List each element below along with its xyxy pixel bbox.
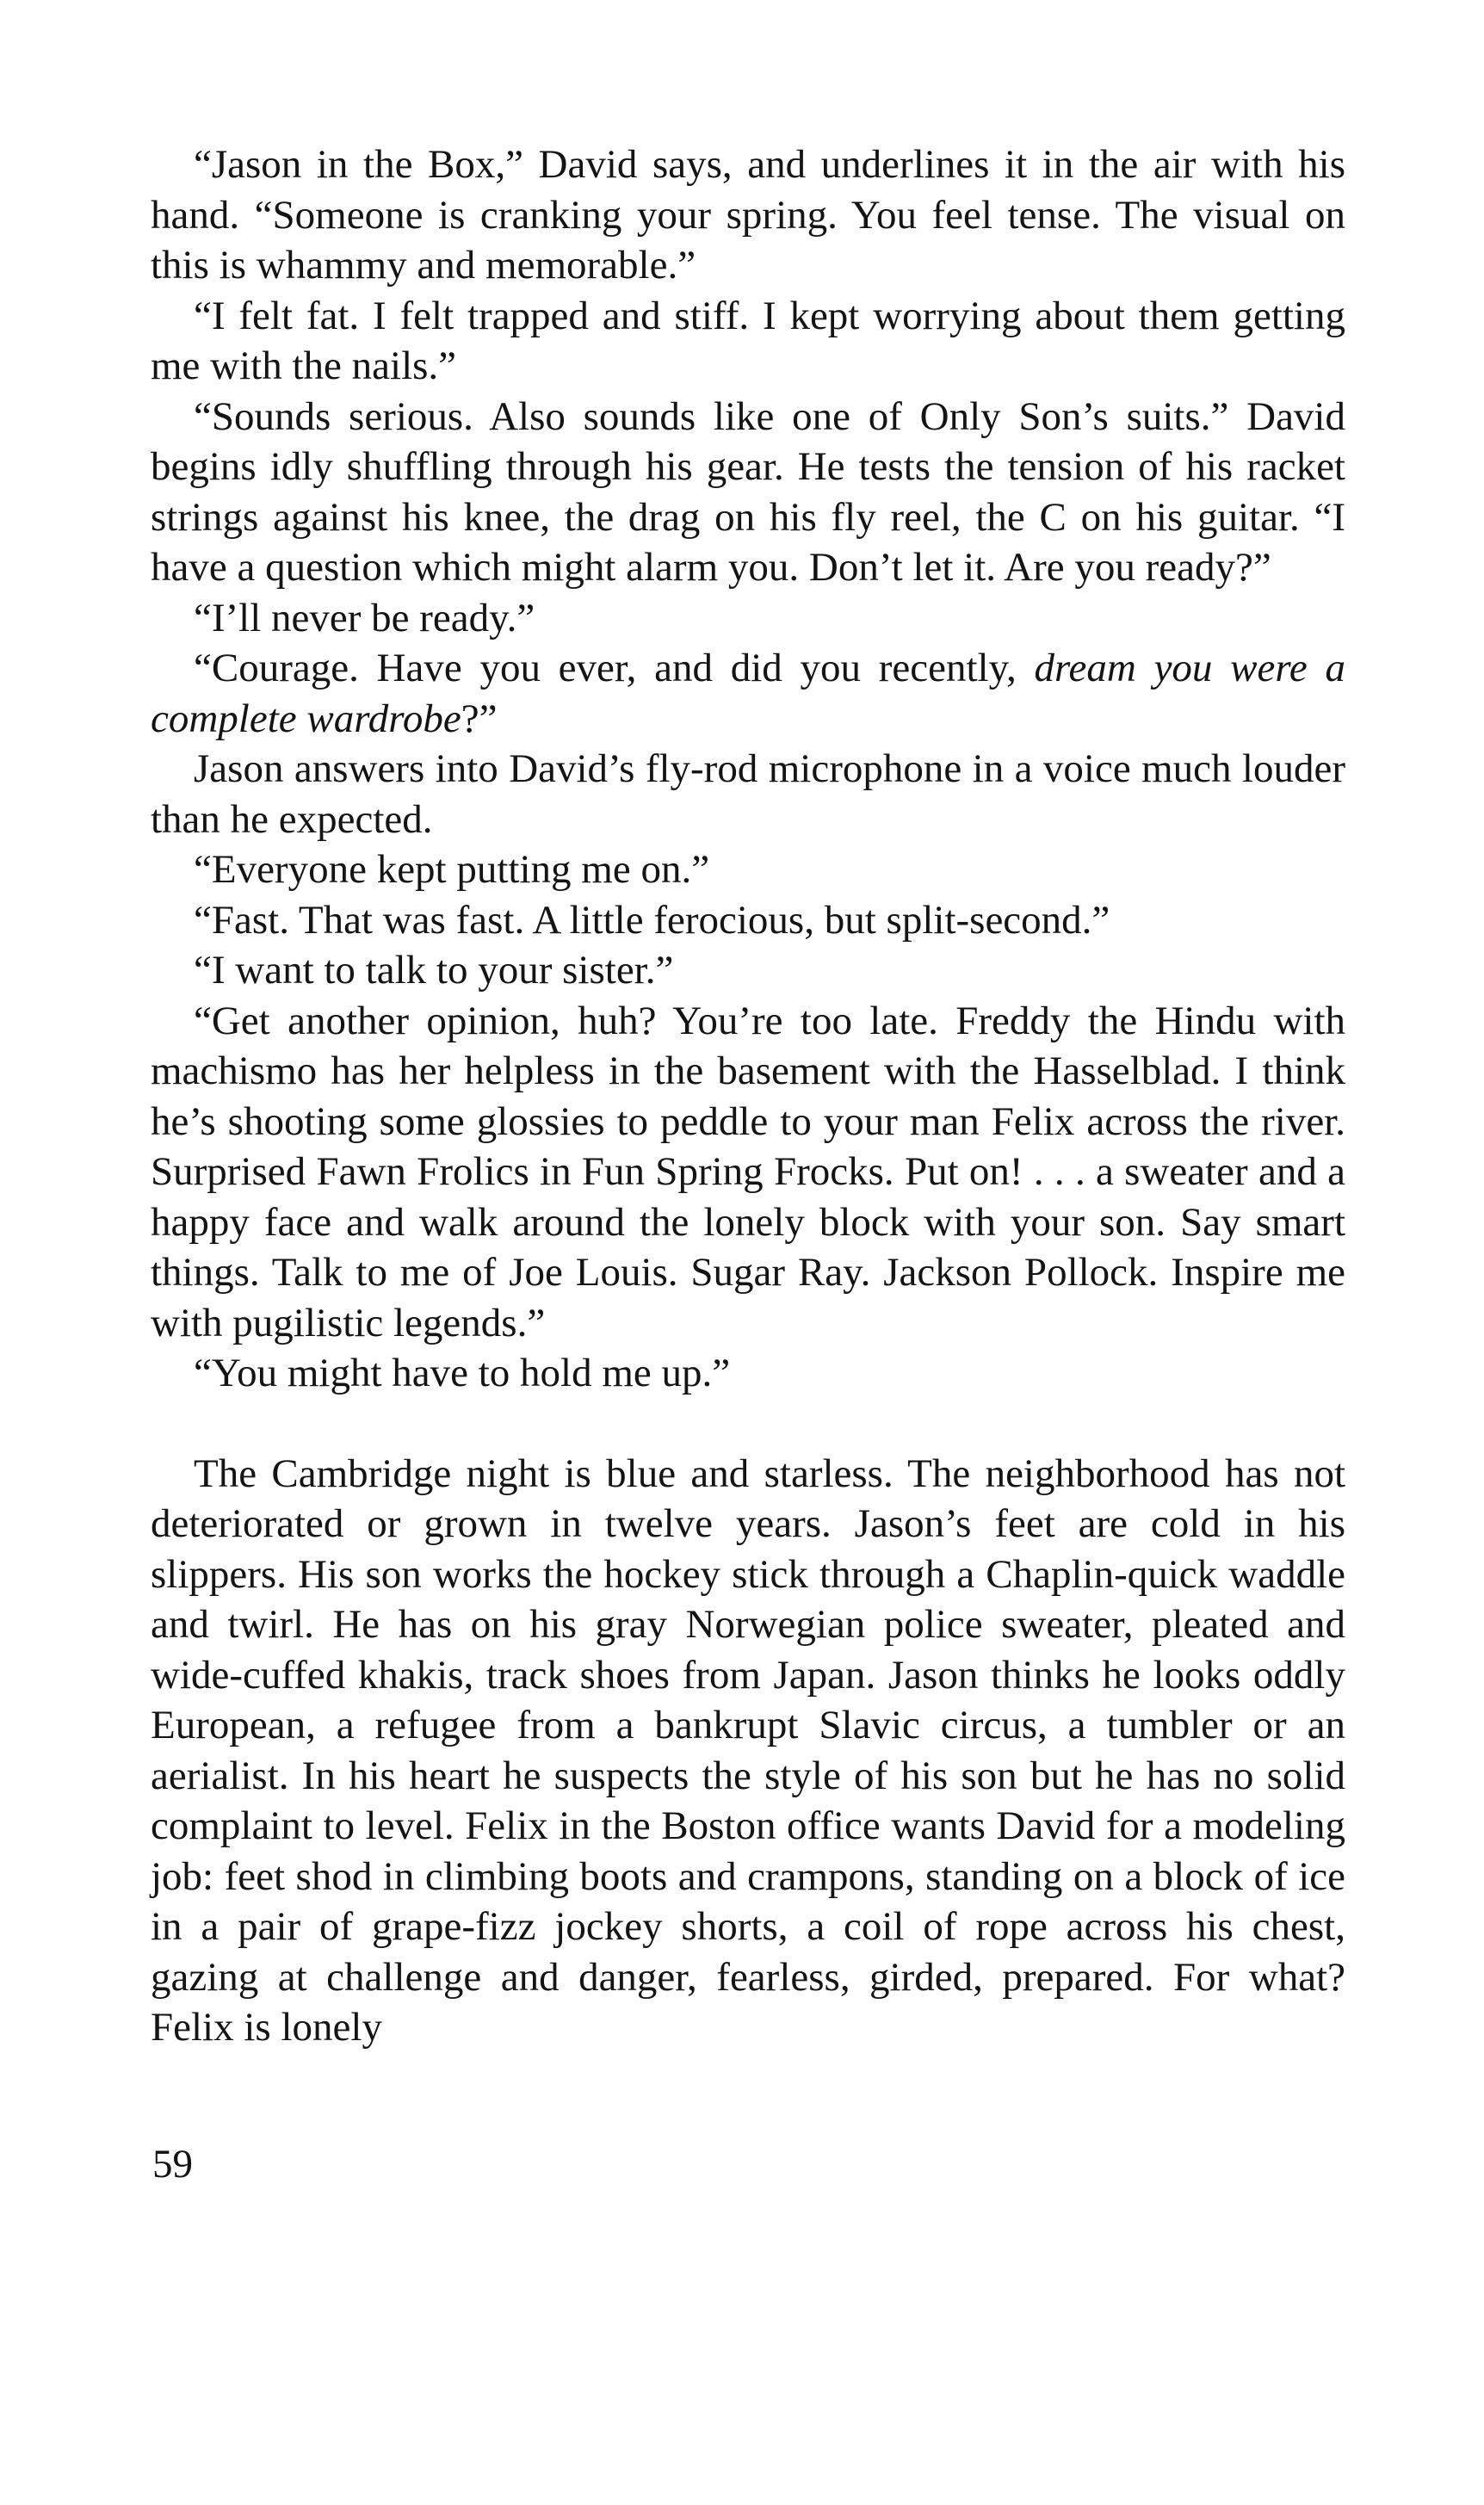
paragraph: “Get another opinion, huh? You’re too late. Freddy the Hindu with machismo has her helpless in the basement with the Hasselblad. I think he’s shooting some glossies to peddle to your man Felix across the river. Surprised Fawn Frolics in Fun Spring Frocks. Put on! . . . a sweater and a happy face and walk around the lonely block with your son. Say smart things. Talk to me of Joe Louis. Sugar Ray. Jackson Pollock. Inspire me with pugilistic legends.” (151, 998, 1345, 1345)
section-break (151, 1399, 1345, 1449)
paragraph: Jason answers into David’s fly-rod microphone in a voice much louder than he expected. (151, 746, 1345, 842)
paragraph: “You might have to hold me up.” (194, 1351, 731, 1395)
paragraph-text: “Courage. Have you ever, and did you recently, (194, 646, 1035, 690)
paragraph: The Cambridge night is blue and starless. The neighborhood has not deteriorated or grown in twelve years. Jason’s feet are cold in his slippers. His son works the hockey stick through a Chaplin-quick waddle and twirl. He has on his gray Norwegian police sweater, pleated and wide-cuffed khakis, track shoes from Japan. Jason thinks he looks oddly European, a refugee from a bankrupt Slavic circus, a tumbler or an aerialist. In his heart he suspects the style of his son but he has no solid complaint to level. Felix in the Boston office wants David for a modeling job: feet shod in climbing boots and crampons, standing on a block of ice in a pair of grape-fizz jockey shorts, a coil of rope across his chest, gazing at challenge and danger, fearless, girded, prepared. For what? Felix is lonely (151, 1450, 1345, 2050)
page-body (151, 139, 1345, 2053)
paragraph: “Everyone kept putting me on.” (194, 847, 710, 892)
paragraph: “Sounds serious. Also sounds like one of Only Son’s suits.” David begins idly shuffling through his gear. He tests the tension of his racket strings against his knee, the drag on his fly reel, the C on his guitar. “I have a question which might alarm you. Don’t let it. Are you ready?” (151, 393, 1345, 590)
paragraph: “I want to talk to your sister.” (194, 948, 674, 993)
page-number: 59 (152, 2142, 193, 2186)
paragraph: “I’ll never be ready.” (194, 595, 535, 640)
paragraph: “Fast. That was fast. A little ferocious, but split-second.” (194, 897, 1110, 943)
paragraph: “I felt fat. I felt trapped and stiff. I kept worrying about them getting me with the nails.” (151, 293, 1345, 388)
italic-phrase: dream you were a complete wardrobe (151, 646, 1345, 741)
paragraph (151, 643, 1345, 744)
paragraph: “Jason in the Box,” David says, and underlines it in the air with his hand. “Someone is cranking your spring. You feel tense. The visual on this is whammy and memorable.” (151, 142, 1345, 288)
paragraph-text: ?” (461, 696, 498, 741)
